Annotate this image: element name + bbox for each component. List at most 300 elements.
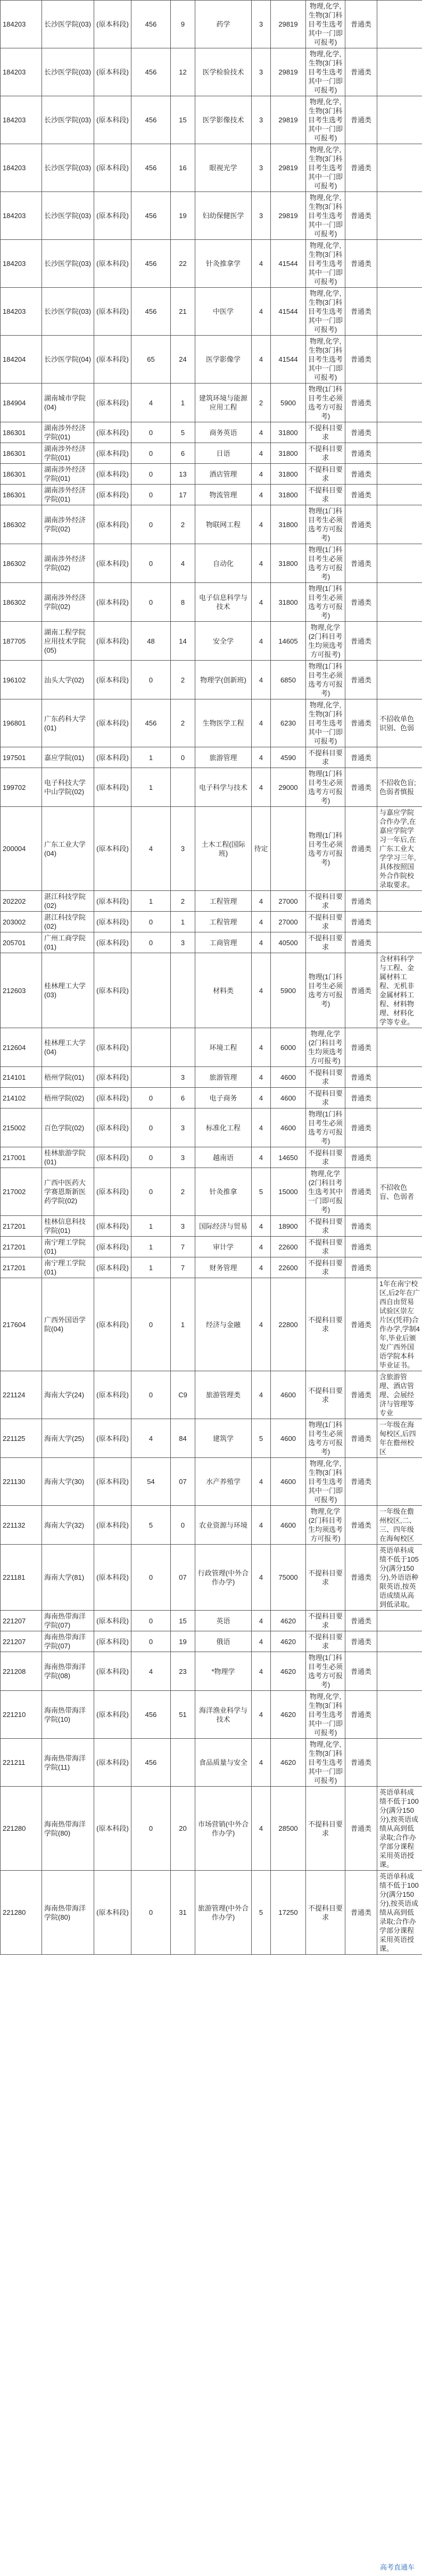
seq-cell: 17	[171, 485, 195, 505]
school-cell: 桂林旅游学院(01)	[42, 1147, 94, 1168]
subject-requirement-cell: 物理,化学,生物(3门科目考生选考其中一门即可报考)	[306, 96, 345, 144]
major-cell: 越南语	[195, 1147, 252, 1168]
note-cell	[377, 485, 422, 505]
table-row	[1, 1419, 422, 1458]
table-row	[1, 1237, 422, 1257]
major-cell: 医学检验技术	[195, 48, 252, 96]
subject-requirement-cell: 不提科目要求	[306, 1067, 345, 1088]
seq-cell: 1	[171, 384, 195, 422]
school-cell: 湖南涉外经济学院(02)	[42, 544, 94, 583]
category-cell: 普通类	[345, 807, 377, 891]
level-cell: (原本科段)	[94, 1108, 131, 1147]
years-cell: 5	[252, 1419, 271, 1458]
fee-cell: 4590	[271, 747, 306, 768]
seq-cell: 31	[171, 1871, 195, 1955]
school-cell: 梧州学院(01)	[42, 1067, 94, 1088]
school-cell: 海南热带海洋学院(80)	[42, 1871, 94, 1955]
subject-requirement-cell: 物理,化学,生物(3门科目考生选考其中一门即可报考)	[306, 192, 345, 240]
table-row	[1, 1787, 422, 1871]
note-cell	[377, 1, 422, 48]
table-row	[1, 464, 422, 485]
level-cell: (原本科段)	[94, 1691, 131, 1739]
code-cell: 186301	[1, 443, 42, 464]
fee-cell: 29819	[271, 192, 306, 240]
major-cell: 审计学	[195, 1237, 252, 1257]
years-cell: 4	[252, 1545, 271, 1611]
plan-cell: 5	[131, 1506, 171, 1545]
level-cell: (原本科段)	[94, 1787, 131, 1871]
fee-cell: 5900	[271, 953, 306, 1028]
code-cell: 184203	[1, 240, 42, 288]
years-cell: 4	[252, 505, 271, 544]
years-cell: 4	[252, 1506, 271, 1545]
years-cell: 3	[252, 192, 271, 240]
major-cell: 工程管理	[195, 891, 252, 912]
fee-cell: 4620	[271, 1611, 306, 1631]
school-cell: 百色学院(02)	[42, 1108, 94, 1147]
level-cell: (原本科段)	[94, 768, 131, 807]
school-cell: 湖南涉外经济学院(01)	[42, 422, 94, 443]
fee-cell: 6000	[271, 1028, 306, 1067]
plan-cell: 1	[131, 768, 171, 807]
subject-requirement-cell: 不提科目要求	[306, 1216, 345, 1237]
years-cell: 4	[252, 1691, 271, 1739]
school-cell: 海南大学(24)	[42, 1371, 94, 1419]
note-cell: 不招收单色识别、色弱	[377, 699, 422, 747]
code-cell: 221280	[1, 1871, 42, 1955]
subject-requirement-cell: 物理(1门科目考生必须选考方可报考)	[306, 1652, 345, 1691]
plan-cell: 0	[131, 1371, 171, 1419]
subject-requirement-cell: 物理,化学,生物(3门科目考生选考其中一门即可报考)	[306, 48, 345, 96]
major-cell: 食品质量与安全	[195, 1739, 252, 1787]
years-cell: 待定	[252, 807, 271, 891]
seq-cell: 07	[171, 1545, 195, 1611]
code-cell: 184203	[1, 1, 42, 48]
level-cell: (原本科段)	[94, 1545, 131, 1611]
subject-requirement-cell: 不提科目要求	[306, 485, 345, 505]
seq-cell: 2	[171, 661, 195, 699]
code-cell: 205701	[1, 932, 42, 953]
code-cell: 221207	[1, 1631, 42, 1652]
subject-requirement-cell: 不提科目要求	[306, 422, 345, 443]
fee-cell: 31800	[271, 464, 306, 485]
note-cell	[377, 96, 422, 144]
school-cell: 广州工商学院(01)	[42, 932, 94, 953]
note-cell	[377, 622, 422, 661]
plan-cell: 456	[131, 96, 171, 144]
code-cell: 214101	[1, 1067, 42, 1088]
fee-cell: 18900	[271, 1216, 306, 1237]
note-cell	[377, 336, 422, 384]
code-cell: 186302	[1, 583, 42, 622]
seq-cell	[171, 953, 195, 1028]
category-cell: 普通类	[345, 953, 377, 1028]
table-row	[1, 336, 422, 384]
major-cell: 针灸推拿	[195, 1168, 252, 1216]
level-cell: (原本科段)	[94, 443, 131, 464]
years-cell: 4	[252, 661, 271, 699]
level-cell: (原本科段)	[94, 1611, 131, 1631]
years-cell: 4	[252, 288, 271, 336]
note-cell	[377, 1691, 422, 1739]
category-cell: 普通类	[345, 622, 377, 661]
plan-cell: 0	[131, 1631, 171, 1652]
years-cell: 4	[252, 747, 271, 768]
category-cell: 普通类	[345, 1168, 377, 1216]
level-cell: (原本科段)	[94, 747, 131, 768]
note-cell	[377, 912, 422, 932]
years-cell: 4	[252, 1147, 271, 1168]
major-cell: *物理学	[195, 1652, 252, 1691]
school-cell: 海南热带海洋学院(08)	[42, 1652, 94, 1691]
plan-cell: 0	[131, 1871, 171, 1955]
seq-cell: 6	[171, 1088, 195, 1108]
category-cell: 普通类	[345, 1067, 377, 1088]
code-cell: 217201	[1, 1237, 42, 1257]
plan-cell: 1	[131, 891, 171, 912]
fee-cell: 4600	[271, 1458, 306, 1506]
school-cell: 长沙医学院(03)	[42, 1, 94, 48]
years-cell: 4	[252, 1028, 271, 1067]
years-cell: 4	[252, 1458, 271, 1506]
plan-cell: 0	[131, 1147, 171, 1168]
major-cell: 电子商务	[195, 1088, 252, 1108]
fee-cell: 5900	[271, 384, 306, 422]
years-cell: 4	[252, 953, 271, 1028]
seq-cell: 9	[171, 1, 195, 48]
major-cell: 安全学	[195, 622, 252, 661]
plan-cell: 0	[131, 464, 171, 485]
subject-requirement-cell: 不提科目要求	[306, 1088, 345, 1108]
note-cell	[377, 1458, 422, 1506]
plan-cell: 0	[131, 485, 171, 505]
years-cell: 4	[252, 240, 271, 288]
major-cell: 建筑学	[195, 1419, 252, 1458]
category-cell: 普通类	[345, 1108, 377, 1147]
fee-cell: 14605	[271, 622, 306, 661]
seq-cell: 7	[171, 1257, 195, 1278]
subject-requirement-cell: 不提科目要求	[306, 1278, 345, 1371]
major-cell: 标准化工程	[195, 1108, 252, 1147]
plan-cell: 4	[131, 807, 171, 891]
table-row	[1, 1506, 422, 1545]
major-cell: 商务英语	[195, 422, 252, 443]
major-cell: 物理学(创新班)	[195, 661, 252, 699]
code-cell: 186302	[1, 505, 42, 544]
level-cell: (原本科段)	[94, 48, 131, 96]
major-cell: 材料类	[195, 953, 252, 1028]
subject-requirement-cell: 不提科目要求	[306, 747, 345, 768]
note-cell	[377, 932, 422, 953]
fee-cell: 15000	[271, 1168, 306, 1216]
seq-cell: 12	[171, 48, 195, 96]
school-cell: 海南热带海洋学院(07)	[42, 1611, 94, 1631]
subject-requirement-cell: 物理(1门科目考生必须选考方可报考)	[306, 505, 345, 544]
major-cell: 农业资源与环境	[195, 1506, 252, 1545]
fee-cell: 4600	[271, 1088, 306, 1108]
table-row	[1, 1067, 422, 1088]
major-cell: 自动化	[195, 544, 252, 583]
school-cell: 广西外国语学院(04)	[42, 1278, 94, 1371]
fee-cell: 40500	[271, 932, 306, 953]
seq-cell: 8	[171, 583, 195, 622]
fee-cell: 31800	[271, 485, 306, 505]
fee-cell: 29819	[271, 96, 306, 144]
seq-cell: 22	[171, 240, 195, 288]
level-cell: (原本科段)	[94, 1871, 131, 1955]
seq-cell: 2	[171, 1168, 195, 1216]
plan-cell	[131, 1067, 171, 1088]
fee-cell: 41544	[271, 336, 306, 384]
seq-cell: 15	[171, 96, 195, 144]
category-cell: 普通类	[345, 48, 377, 96]
seq-cell: 21	[171, 288, 195, 336]
table-row	[1, 1631, 422, 1652]
seq-cell: 3	[171, 807, 195, 891]
subject-requirement-cell: 不提科目要求	[306, 1611, 345, 1631]
years-cell: 4	[252, 1787, 271, 1871]
table-row	[1, 48, 422, 96]
plan-cell: 0	[131, 932, 171, 953]
years-cell: 4	[252, 1088, 271, 1108]
note-cell	[377, 192, 422, 240]
plan-cell: 0	[131, 1611, 171, 1631]
code-cell: 184203	[1, 288, 42, 336]
level-cell: (原本科段)	[94, 1371, 131, 1419]
code-cell: 221208	[1, 1652, 42, 1691]
fee-cell: 17250	[271, 1871, 306, 1955]
subject-requirement-cell: 不提科目要求	[306, 1237, 345, 1257]
fee-cell: 6850	[271, 661, 306, 699]
plan-cell: 0	[131, 422, 171, 443]
level-cell: (原本科段)	[94, 1147, 131, 1168]
major-cell: 经济与金融	[195, 1278, 252, 1371]
school-cell: 湖南涉外经济学院(02)	[42, 505, 94, 544]
major-cell: 旅游管理	[195, 1067, 252, 1088]
subject-requirement-cell: 不提科目要求	[306, 891, 345, 912]
note-cell: 一年级在海甸校区,后四年在儋州校区	[377, 1419, 422, 1458]
table-row	[1, 1257, 422, 1278]
subject-requirement-cell: 物理,化学,生物(3门科目考生选考其中一门即可报考)	[306, 144, 345, 192]
fee-cell: 31800	[271, 544, 306, 583]
subject-requirement-cell: 物理,化学(2门科目考生选考其中一门即可报考)	[306, 1168, 345, 1216]
subject-requirement-cell: 物理(1门科目考生必须选考方可报考)	[306, 768, 345, 807]
code-cell: 196102	[1, 661, 42, 699]
years-cell: 4	[252, 583, 271, 622]
level-cell: (原本科段)	[94, 144, 131, 192]
code-cell: 184203	[1, 144, 42, 192]
subject-requirement-cell: 不提科目要求	[306, 912, 345, 932]
level-cell: (原本科段)	[94, 192, 131, 240]
seq-cell: 3	[171, 1216, 195, 1237]
note-cell	[377, 1088, 422, 1108]
category-cell: 普通类	[345, 336, 377, 384]
watermark-logo: 高考直通车	[377, 2561, 418, 2573]
seq-cell: 1	[171, 1278, 195, 1371]
category-cell: 普通类	[345, 144, 377, 192]
seq-cell: 16	[171, 144, 195, 192]
table-row	[1, 768, 422, 807]
table-row	[1, 1278, 422, 1371]
seq-cell: 2	[171, 699, 195, 747]
years-cell: 4	[252, 464, 271, 485]
table-row	[1, 912, 422, 932]
plan-cell: 48	[131, 622, 171, 661]
code-cell: 186301	[1, 464, 42, 485]
years-cell: 4	[252, 1108, 271, 1147]
fee-cell: 4620	[271, 1739, 306, 1787]
category-cell: 普通类	[345, 1691, 377, 1739]
code-cell: 184203	[1, 96, 42, 144]
level-cell: (原本科段)	[94, 96, 131, 144]
school-cell: 长沙医学院(03)	[42, 192, 94, 240]
level-cell: (原本科段)	[94, 932, 131, 953]
category-cell: 普通类	[345, 443, 377, 464]
table-row	[1, 1458, 422, 1506]
category-cell: 普通类	[345, 1871, 377, 1955]
major-cell: 日语	[195, 443, 252, 464]
subject-requirement-cell: 物理(1门科目考生必须选考方可报考)	[306, 544, 345, 583]
code-cell: 184904	[1, 384, 42, 422]
fee-cell: 4600	[271, 1419, 306, 1458]
note-cell: 英语单科成绩不低于105分(满分150分),外语语种限英语,按英语成绩从高到低录取。	[377, 1545, 422, 1611]
fee-cell: 22600	[271, 1237, 306, 1257]
level-cell: (原本科段)	[94, 288, 131, 336]
plan-cell	[131, 953, 171, 1028]
fee-cell: 4600	[271, 1371, 306, 1419]
category-cell: 普通类	[345, 464, 377, 485]
code-cell: 200004	[1, 807, 42, 891]
note-cell	[377, 1108, 422, 1147]
subject-requirement-cell: 物理,化学,生物(3门科目考生选考其中一门即可报考)	[306, 699, 345, 747]
code-cell: 184203	[1, 48, 42, 96]
category-cell: 普通类	[345, 1652, 377, 1691]
major-cell: 旅游管理	[195, 747, 252, 768]
seq-cell: 13	[171, 464, 195, 485]
school-cell: 湛江科技学院(02)	[42, 912, 94, 932]
school-cell: 电子科技大学中山学院(02)	[42, 768, 94, 807]
seq-cell: 3	[171, 932, 195, 953]
table-row	[1, 932, 422, 953]
code-cell: 184204	[1, 336, 42, 384]
level-cell: (原本科段)	[94, 1631, 131, 1652]
seq-cell: 2	[171, 891, 195, 912]
subject-requirement-cell: 不提科目要求	[306, 1257, 345, 1278]
category-cell: 普通类	[345, 1088, 377, 1108]
subject-requirement-cell: 物理(1门科目考生必须选考方可报考)	[306, 384, 345, 422]
school-cell: 海南热带海洋学院(80)	[42, 1787, 94, 1871]
code-cell: 221211	[1, 1739, 42, 1787]
school-cell: 海南大学(30)	[42, 1458, 94, 1506]
plan-cell: 456	[131, 1, 171, 48]
level-cell: (原本科段)	[94, 1168, 131, 1216]
years-cell: 4	[252, 1237, 271, 1257]
category-cell: 普通类	[345, 192, 377, 240]
school-cell: 广东药科大学(01)	[42, 699, 94, 747]
note-cell	[377, 583, 422, 622]
plan-cell: 0	[131, 912, 171, 932]
subject-requirement-cell: 不提科目要求	[306, 1631, 345, 1652]
category-cell: 普通类	[345, 1611, 377, 1631]
level-cell: (原本科段)	[94, 505, 131, 544]
years-cell: 4	[252, 1067, 271, 1088]
level-cell: (原本科段)	[94, 912, 131, 932]
plan-cell: 0	[131, 1168, 171, 1216]
major-cell: 行政管理(中外合作办学)	[195, 1545, 252, 1611]
fee-cell: 27000	[271, 912, 306, 932]
code-cell: 217604	[1, 1278, 42, 1371]
plan-cell: 0	[131, 1787, 171, 1871]
years-cell: 4	[252, 912, 271, 932]
major-cell: 建筑环境与能源应用工程	[195, 384, 252, 422]
plan-cell: 4	[131, 384, 171, 422]
fee-cell: 4620	[271, 1631, 306, 1652]
level-cell: (原本科段)	[94, 1739, 131, 1787]
table-row	[1, 1147, 422, 1168]
major-cell: 针灸推拿学	[195, 240, 252, 288]
category-cell: 普通类	[345, 505, 377, 544]
note-cell	[377, 1631, 422, 1652]
note-cell: 含材料科学与工程、金属材料工程、无机非金属材料工程、材料物理、材料化学等专业。	[377, 953, 422, 1028]
level-cell: (原本科段)	[94, 1067, 131, 1088]
major-cell: 物联网工程	[195, 505, 252, 544]
level-cell: (原本科段)	[94, 1237, 131, 1257]
plan-cell: 0	[131, 1545, 171, 1611]
level-cell: (原本科段)	[94, 622, 131, 661]
table-row	[1, 661, 422, 699]
seq-cell: 14	[171, 622, 195, 661]
school-cell: 长沙医学院(03)	[42, 288, 94, 336]
table-row	[1, 1691, 422, 1739]
subject-requirement-cell: 不提科目要求	[306, 443, 345, 464]
category-cell: 普通类	[345, 932, 377, 953]
subject-requirement-cell: 物理,化学,生物(3门科目考生选考其中一门即可报考)	[306, 336, 345, 384]
category-cell: 普通类	[345, 240, 377, 288]
code-cell: 217201	[1, 1257, 42, 1278]
subject-requirement-cell: 物理(1门科目考生必须选考方可报考)	[306, 583, 345, 622]
level-cell: (原本科段)	[94, 1506, 131, 1545]
plan-cell: 0	[131, 1278, 171, 1371]
note-cell: 1年在南宁校区,后2年在广西自由贸易试验区崇左片区(凭祥)合作办学,学制4年,毕业后颁发广西外国语学院本科毕业证书。	[377, 1278, 422, 1371]
school-cell: 湖南工程学院应用技术学院(05)	[42, 622, 94, 661]
code-cell: 217001	[1, 1147, 42, 1168]
code-cell: 212604	[1, 1028, 42, 1067]
seq-cell: C9	[171, 1371, 195, 1419]
table-row	[1, 1028, 422, 1067]
school-cell: 南宁理工学院(01)	[42, 1257, 94, 1278]
seq-cell: 20	[171, 1787, 195, 1871]
note-cell	[377, 1257, 422, 1278]
note-cell	[377, 1739, 422, 1787]
subject-requirement-cell: 物理,化学(2门科目考生均须选考方可报考)	[306, 1028, 345, 1067]
code-cell: 215002	[1, 1108, 42, 1147]
major-cell: 医学影像学	[195, 336, 252, 384]
school-cell: 桂林理工大学(03)	[42, 953, 94, 1028]
table-row	[1, 443, 422, 464]
category-cell: 普通类	[345, 1216, 377, 1237]
school-cell: 海南热带海洋学院(11)	[42, 1739, 94, 1787]
plan-cell: 0	[131, 443, 171, 464]
years-cell: 5	[252, 1871, 271, 1955]
code-cell: 203002	[1, 912, 42, 932]
fee-cell: 31800	[271, 583, 306, 622]
major-cell: 水产养殖学	[195, 1458, 252, 1506]
category-cell: 普通类	[345, 288, 377, 336]
years-cell: 4	[252, 336, 271, 384]
years-cell: 4	[252, 932, 271, 953]
plan-cell: 0	[131, 583, 171, 622]
years-cell: 4	[252, 1631, 271, 1652]
